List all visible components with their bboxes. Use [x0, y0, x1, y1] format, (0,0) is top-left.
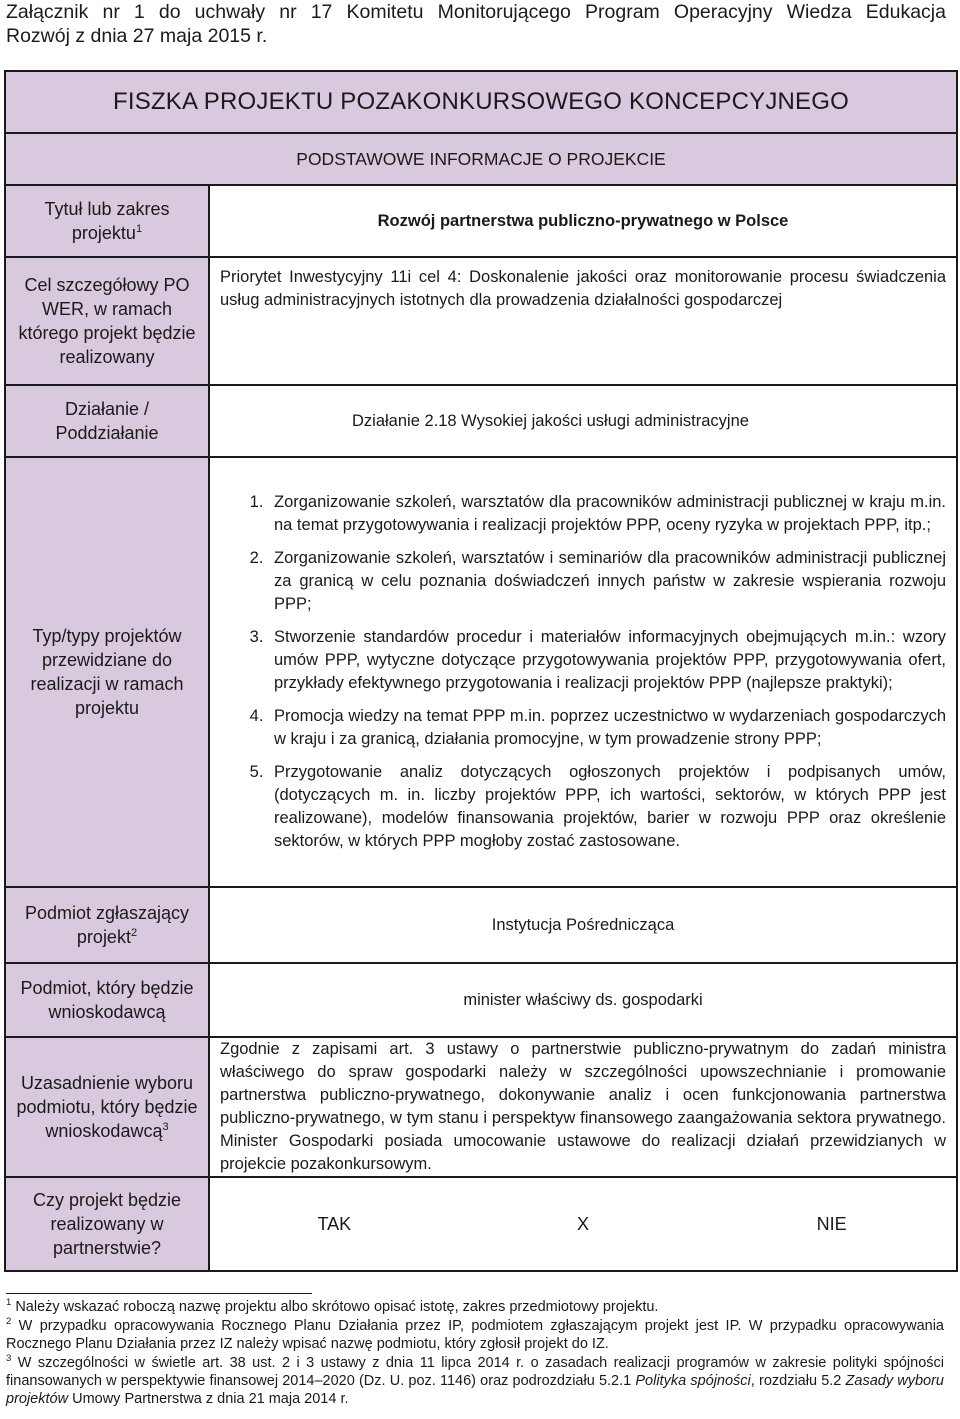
- footnote-text: Umowy Partnerstwa z dnia 21 maja 2014 r.: [68, 1391, 349, 1407]
- footnote-text: W przypadku opracowywania Rocznego Planu Działania przez IP, podmiotem zgłaszającym projekt jest IP. W przypadku opracowywania Rocznego Planu Działania przez IZ należy wpisać nazwę podmiotu, który zgłosił projekt do IZ.: [6, 1318, 944, 1352]
- footnote-3: [6, 1354, 944, 1408]
- partnership-no: NIE: [816, 1213, 847, 1234]
- footnotes: [6, 1298, 944, 1409]
- header-line-1: Załącznik nr 1 do uchwały nr 17 Komitetu Monitorującego Program Operacyjny Wiedza Edukacja: [6, 1, 946, 23]
- submitter-label: [5, 887, 209, 963]
- applicant-value: minister właściwy ds. gospodarki: [209, 963, 957, 1037]
- footnote-2: [6, 1317, 944, 1353]
- list-item: 1. Zorganizowanie szkoleń, warsztatów dla pracowników administracji publicznej w kraju m.in. na temat przygotowywania i realizacji projektów PPP, oceny ryzyka w projektach PPP, itp.;: [268, 491, 946, 537]
- footnote-text: W szczególności w świetle art. 38 ust. 2 i 3 ustawy z dnia 11 lipca 2014 r. o zasadach realizacji programów w zakresie polityki spójności finansowanych w perspektywie finansowej 2014–2020 (Dz. U. poz. 1146) oraz podrozdziału 5.2.1: [6, 1355, 944, 1389]
- document-header: [6, 0, 946, 48]
- form-title: FISZKA PROJEKTU POZAKONKURSOWEGO KONCEPCYJNEGO: [5, 71, 957, 133]
- form-subtitle: PODSTAWOWE INFORMACJE O PROJEKCIE: [5, 133, 957, 185]
- partnership-label: Czy projekt będzie realizowany w partnerstwie?: [5, 1177, 209, 1271]
- title-label: [5, 185, 209, 257]
- submitter-value: Instytucja Pośrednicząca: [209, 887, 957, 963]
- footnote-italic-title: Polityka spójności: [635, 1373, 751, 1389]
- header-line-2: Rozwój z dnia 27 maja 2015 r.: [6, 25, 268, 47]
- footnote-text: , rozdziału 5.2: [750, 1373, 846, 1389]
- footnote-ref-1: 1: [135, 223, 143, 235]
- footnote-number: 1: [6, 1297, 12, 1309]
- types-label: Typ/typy projektów przewidziane do realizacji w ramach projektu: [5, 457, 209, 887]
- measure-value: Działanie 2.18 Wysokiej jakości usługi administracyjne: [209, 385, 957, 457]
- list-item: 4. Promocja wiedzy na temat PPP m.in. poprzez uczestnictwo w wydarzeniach gospodarczych w kraju i za granicą, działania promocyjne, w tym prowadzenie strony PPP;: [268, 705, 946, 751]
- justification-label-text: Uzasadnienie wyboru podmiotu, który będzie wnioskodawcą: [16, 1073, 198, 1141]
- footnote-1: [6, 1298, 944, 1316]
- goal-label: Cel szczegółowy PO WER, w ramach którego projekt będzie realizowany: [5, 257, 209, 385]
- list-item: 5. Przygotowanie analiz dotyczących ogłoszonych projektów i podpisanych umów, (dotyczących m. in. liczby projektów PPP, ich wartości, sektorów, w których PPP jest realizowane), modelów finansowania projektów, barier w rozwoju PPP oraz określenie sektorów, w których PPP mogłoby zostać zastosowane.: [268, 761, 946, 853]
- goal-value: Priorytet Inwestycyjny 11i cel 4: Doskonalenie jakości oraz monitorowanie procesu świadczenia usług administracyjnych istotnych dla prowadzenia działalności gospodarczej: [209, 257, 957, 385]
- title-label-text: Tytuł lub zakres projektu: [44, 199, 170, 243]
- footnote-number: 3: [6, 1353, 12, 1365]
- project-types-list: [220, 491, 946, 853]
- partnership-options: [209, 1177, 957, 1271]
- title-value: Rozwój partnerstwa publiczno-prywatnego w Polsce: [209, 185, 957, 257]
- list-item: 2. Zorganizowanie szkoleń, warsztatów i seminariów dla pracowników administracji publicznej za granicą w celu poznania doświadczeń innych państw w zakresie wspierania rozwoju PPP;: [268, 547, 946, 616]
- justification-value: Zgodnie z zapisami art. 3 ustawy o partnerstwie publiczno-prywatnym do zadań ministra właściwego do spraw gospodarki należy w szczególności upowszechnianie i promowanie partnerstwa publiczno-prywatnego, dokonywanie analiz i ocen funkcjonowania partnerstwa publiczno-prywatnego, w tym stanu i perspektyw finansowego zaangażowania sektora prywatnego. Minister Gospodarki posiada umocowanie ustawowe do realizacji działań przewidzianych w projekcie pozakonkursowym.: [209, 1037, 957, 1177]
- justification-label: [5, 1037, 209, 1177]
- footnote-separator: [6, 1293, 312, 1294]
- submitter-label-text: Podmiot zgłaszający projekt: [24, 903, 190, 947]
- partnership-yes: TAK: [317, 1213, 352, 1234]
- applicant-label: Podmiot, który będzie wnioskodawcą: [5, 963, 209, 1037]
- measure-label: Działanie / Poddziałanie: [5, 385, 209, 457]
- footnote-ref-3: 3: [162, 1121, 169, 1133]
- partnership-mark: X: [577, 1213, 590, 1234]
- project-sheet-table: [4, 70, 958, 1272]
- types-cell: [209, 457, 957, 887]
- footnote-italic-title: Zasady wyboru projektów: [6, 1373, 944, 1407]
- footnote-ref-2: 2: [130, 927, 138, 939]
- footnote-number: 2: [6, 1316, 12, 1328]
- list-item: 3. Stworzenie standardów procedur i materiałów informacyjnych obejmujących m.in.: wzory umów PPP, wytyczne dotyczące przygotowywania projektów PPP, przygotowywania ofert, przykłady efektywnego przygotowania i realizacji projektów PPP (najlepsze praktyki);: [268, 626, 946, 695]
- footnote-text: Należy wskazać roboczą nazwę projektu albo skrótowo opisać istotę, zakres przedmiotowy projektu.: [15, 1299, 659, 1315]
